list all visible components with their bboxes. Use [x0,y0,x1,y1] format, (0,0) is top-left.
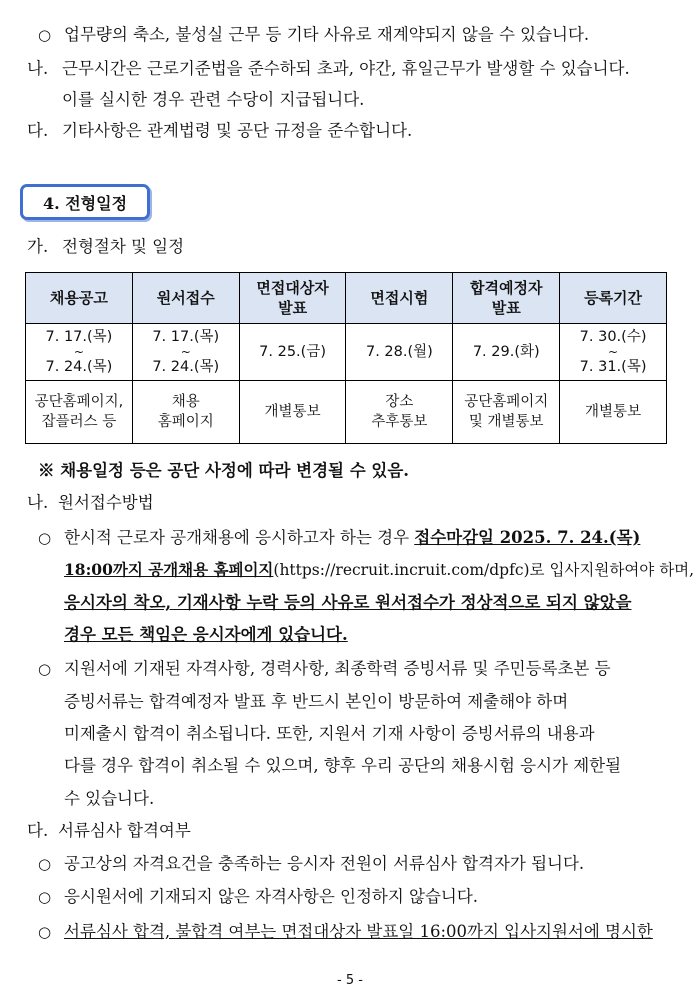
circle-bullet-icon: ○ [38,923,52,941]
header-cell: 면접대상자 발표 [239,273,346,324]
date-cell: 7. 29.(화) [453,324,560,381]
header-cell: 합격예정자 발표 [453,273,560,324]
circle-bullet-icon: ○ [38,888,52,906]
section-title-badge: 4. 전형일정 [20,184,150,220]
date-cell: 7. 30.(수) ~ 7. 31.(목) [560,324,667,381]
notice-cell: 공단홈페이지 및 개별통보 [453,381,560,444]
notice-cell: 장소 추후통보 [346,381,453,444]
table-header-row [26,273,667,324]
header-cell: 등록기간 [560,273,667,324]
notice-cell: 공단홈페이지, 잡플러스 등 [26,381,133,444]
table-row-notice [26,381,667,444]
circle-bullet-icon: ○ [38,529,52,547]
date-cell: 7. 28.(월) [346,324,453,381]
circle-bullet-icon: ○ [38,26,52,44]
date-cell: 7. 17.(목) ~ 7. 24.(목) [132,324,239,381]
circle-bullet-icon: ○ [38,855,52,873]
header-cell: 면접시험 [346,273,453,324]
date-cell: 7. 17.(목) ~ 7. 24.(목) [26,324,133,381]
table-row-dates [26,324,667,381]
date-cell: 7. 25.(금) [239,324,346,381]
circle-bullet-icon: ○ [38,660,52,678]
notice-cell: 개별통보 [239,381,346,444]
header-cell: 채용공고 [26,273,133,324]
schedule-table [25,272,667,444]
page-number: - 5 - [337,973,363,988]
header-cell: 원서접수 [132,273,239,324]
notice-cell: 개별통보 [560,381,667,444]
notice-cell: 채용 홈페이지 [132,381,239,444]
